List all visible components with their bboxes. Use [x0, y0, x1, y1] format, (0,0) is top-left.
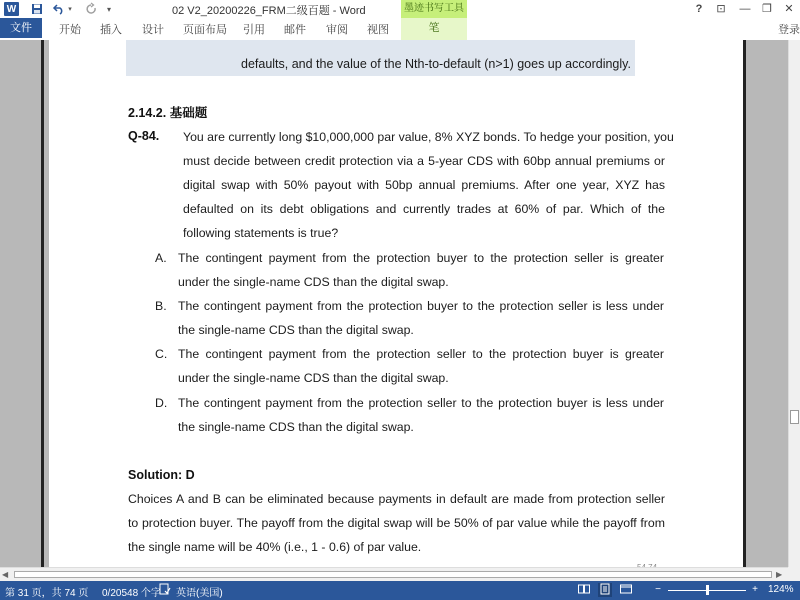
question-number: Q-84.: [128, 129, 160, 143]
vertical-scrollbar[interactable]: [788, 40, 800, 567]
section-heading: 2.14.2. 基础题: [128, 106, 208, 120]
zoom-level[interactable]: 124%: [768, 584, 794, 595]
undo-dropdown-icon[interactable]: ▾: [68, 6, 72, 13]
word-count[interactable]: 0/20548 个字: [102, 588, 161, 599]
document-title: 02 V2_20200226_FRM二级百题 - Word: [172, 5, 366, 17]
question-text-line: must decide between credit protection via a 5-year CDS with 60bp annual premiums or: [183, 154, 665, 168]
scroll-right-icon[interactable]: ▶: [776, 570, 783, 579]
solution-text-line: the single name will be 40% (i.e., 1 - 0.6) of par value.: [128, 540, 422, 554]
scroll-left-icon[interactable]: ◀: [2, 570, 9, 579]
horizontal-scrollbar[interactable]: [0, 567, 788, 581]
zoom-slider-handle[interactable]: [706, 585, 709, 595]
option-c-letter: C.: [155, 347, 168, 361]
status-bar: [0, 581, 800, 600]
page-left-border: [41, 40, 44, 567]
question-text-line: following statements is true?: [183, 226, 339, 240]
minimize-button[interactable]: —: [739, 3, 751, 15]
option-b-text: The contingent payment from the protection buyer to the protection seller is less under: [178, 299, 664, 313]
sign-in-link[interactable]: 登录: [778, 24, 800, 36]
print-layout-icon[interactable]: [598, 583, 612, 597]
option-a-letter: A.: [155, 251, 167, 265]
close-button[interactable]: ✕: [784, 3, 794, 15]
page-indicator[interactable]: 第 31 页，共 74 页: [5, 588, 89, 599]
ink-tools-context-title: 墨迹书写工具: [401, 0, 467, 18]
page-right-border: [743, 40, 746, 567]
title-bar: [0, 0, 800, 18]
tab-page-layout[interactable]: 页面布局: [183, 24, 227, 36]
tab-mailings[interactable]: 邮件: [284, 24, 306, 36]
solution-text-line: to protection buyer. The payoff from the digital swap will be 50% of par value while the payoff from: [128, 516, 665, 530]
language-indicator[interactable]: 英语(美国): [176, 588, 223, 599]
zoom-out-icon[interactable]: −: [655, 584, 661, 595]
tab-view[interactable]: 视图: [367, 24, 389, 36]
tab-review[interactable]: 审阅: [326, 24, 348, 36]
ribbon-display-options-button[interactable]: ⊡: [716, 3, 726, 15]
option-a-text-cont: under the single-name CDS than the digital swap.: [178, 275, 449, 289]
option-b-letter: B.: [155, 299, 167, 313]
undo-icon[interactable]: [52, 2, 66, 16]
solution-text-line: Choices A and B can be eliminated because payments in default are made from protection seller: [128, 492, 665, 506]
tab-home[interactable]: 开始: [59, 24, 81, 36]
solution-heading: Solution: D: [128, 468, 195, 482]
question-text-line: defaulted on its debt obligations and currently trades at 60% of par. Which of the: [183, 202, 665, 216]
option-c-text-cont: under the single-name CDS than the digital swap.: [178, 371, 449, 385]
web-layout-icon[interactable]: [619, 583, 633, 597]
help-button[interactable]: ?: [695, 3, 703, 15]
save-icon[interactable]: [30, 2, 44, 16]
document-area[interactable]: [0, 40, 788, 567]
ribbon-tab-bar: [0, 18, 800, 40]
redo-icon[interactable]: [84, 2, 98, 16]
tab-references[interactable]: 引用: [243, 24, 265, 36]
option-d-text-cont: the single-name CDS than the digital swap.: [178, 420, 414, 434]
scrollbar-corner: [788, 567, 800, 581]
tab-insert[interactable]: 插入: [100, 24, 122, 36]
tab-design[interactable]: 设计: [142, 24, 164, 36]
option-a-text: The contingent payment from the protection buyer to the protection seller is greater: [178, 251, 664, 265]
option-c-text: The contingent payment from the protection seller to the protection buyer is greater: [178, 347, 664, 361]
option-d-text: The contingent payment from the protection seller to the protection buyer is less under: [178, 396, 664, 410]
horizontal-scroll-thumb[interactable]: [14, 571, 772, 578]
customize-qat-icon[interactable]: ▾: [106, 4, 111, 14]
option-d-letter: D.: [155, 396, 168, 410]
tab-file[interactable]: 文件: [0, 18, 42, 38]
word-app-icon[interactable]: W: [4, 2, 19, 16]
shaded-note-text: defaults, and the value of the Nth-to-default (n>1) goes up accordingly.: [241, 57, 631, 71]
proofing-icon[interactable]: [158, 583, 172, 597]
tab-pen[interactable]: 笔: [401, 18, 467, 40]
question-text-line: digital swap with 50% payout with 50bp annual premiums. After one year, XYZ has: [183, 178, 665, 192]
vertical-scroll-thumb[interactable]: [790, 410, 799, 424]
option-b-text-cont: the single-name CDS than the digital swap.: [178, 323, 414, 337]
restore-button[interactable]: ❐: [762, 3, 772, 15]
read-mode-icon[interactable]: [577, 583, 591, 597]
question-text-line: You are currently long $10,000,000 par value, 8% XYZ bonds. To hedge your position, you: [183, 130, 674, 144]
zoom-in-icon[interactable]: +: [752, 584, 758, 595]
